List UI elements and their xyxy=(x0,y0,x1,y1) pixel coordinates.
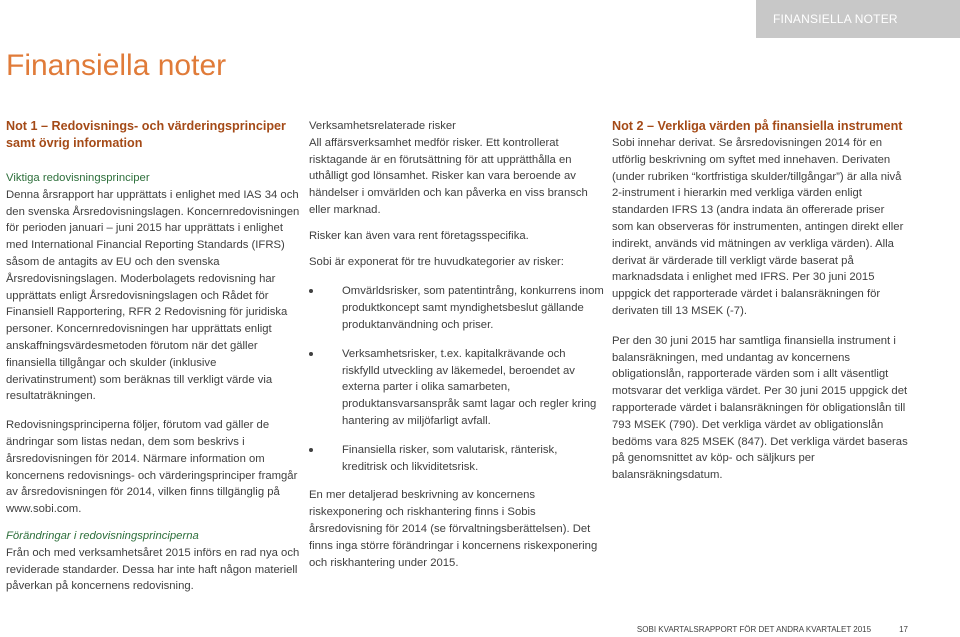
derivatives-paragraph: Sobi innehar derivat. Se årsredovisningen 2014 för en utförlig beskrivning om syftet med innehaven. Derivaten (under rubriken “kortfristiga skulder/tillgångar”) är alla nivå 2-instrument i hierarkin med verkliga värden enligt standarden IFRS 13 (andra indata än offererade priser som kan observeras för instrumenten, antingen direkt eller indirekt, används vid mätningen av verkliga värden). Alla derivat är värderade till verkligt värde baserat på marknadsdata i enlighet med IFRS. Per 30 juni 2015 uppgick det rapporterade värdet i balansräkningen för derivaten till 13 MSEK (-7). xyxy=(612,137,904,317)
company-specific-risks-paragraph: Risker kan även vara rent företagsspecifika. xyxy=(309,229,529,242)
section-tab xyxy=(756,0,960,38)
page-title: Finansiella noter xyxy=(6,49,227,82)
risks-heading: Verksamhetsrelaterade risker xyxy=(309,120,456,132)
column-note-1 xyxy=(6,118,302,595)
changes-paragraph: Från och med verksamhetsåret 2015 införs en rad nya och reviderade standarder. Dessa har inte haft någon materiell påverkan på koncernens redovisning. xyxy=(6,546,300,593)
note-2-heading: Not 2 – Verkliga värden på finansiella instrument xyxy=(612,119,903,133)
page-footer xyxy=(0,622,960,637)
bullet-icon xyxy=(309,352,313,356)
page-number: 17 xyxy=(899,625,908,634)
list-item xyxy=(309,442,604,476)
risk-categories-list xyxy=(309,283,604,475)
list-item xyxy=(309,346,604,430)
risks-intro-paragraph: All affärsverksamhet medför risker. Ett kontrollerat risktagande är en förutsättning för att upprätthålla en uthålligt god lönsamhet. Risker kan vara beroende av händelser i omvärlden och kan påverka en viss bransch eller marknad. xyxy=(309,136,588,216)
risk-categories-intro: Sobi är exponerat för tre huvudkategorier av risker: xyxy=(309,255,564,268)
column-risks xyxy=(309,118,604,571)
section-tab-label: FINANSIELLA NOTER xyxy=(773,12,898,26)
bullet-icon xyxy=(309,289,313,293)
accounting-principles-paragraph: Denna årsrapport har upprättats i enlighet med IAS 34 och den svenska Årsredovisningslagen. Koncernredovisningen för perioden januari – juni 2015 har upprättats i enlighet med International Financial Reporting Standards (IFRS) såsom de antagits av EU och den svenska Årsredovisningslagen. Moderbolagets redovisning har upprättats enligt Årsredovisningslagen och Rådet för Finansiell Rapportering, RFR 2 Redovisning för juridiska personer. Koncernredovisningen har upprättats enligt anskaffningsvärdesmetoden förutom när det gäller finansiella tillgångar och skulder (inklusive derivatinstrument) som beräknas till verkligt värde via resultaträkningen. xyxy=(6,188,300,403)
accounting-principles-subheading: Viktiga redovisningsprinciper xyxy=(6,172,150,184)
footer-report-title: SOBI KVARTALSRAPPORT FÖR DET ANDRA KVARTALET 2015 xyxy=(636,625,872,634)
changes-subheading: Förändringar i redovisningsprinciperna xyxy=(6,529,199,542)
column-note-2 xyxy=(612,118,908,484)
note-1-heading: Not 1 – Redovisnings- och värderingsprinciper samt övrig information xyxy=(6,119,286,150)
list-item-text: Finansiella risker, som valutarisk, ränterisk, kreditrisk och likviditetsrisk. xyxy=(342,443,558,473)
principles-reference-paragraph: Redovisningsprinciperna följer, förutom vad gäller de ändringar som listas nedan, dem som beskrivs i årsredovisningen för 2014. Närmare information om koncernens redovisnings- och värderingsprinciper framgår av årsredovisningen för 2014, vilken finns tillgänglig på www.sobi.com. xyxy=(6,419,298,516)
list-item-text: Verksamhetsrisker, t.ex. kapitalkrävande och riskfylld utveckling av läkemedel, beroendet av externa parter i olika samarbeten, produktansvarsanspråk samt lagar och regler kring hantering av miljöfarligt avfall. xyxy=(342,347,597,427)
fair-values-paragraph: Per den 30 juni 2015 har samtliga finansiella instrument i balansräkningen, med undantag av koncernens obligationslån, rapporterade värden som i allt väsentligt motsvarar det verkliga värdet. Per 30 juni 2015 uppgick det rapporterade värdet i balansräkningen för obligationslån till 793 MSEK (790). Det verkliga värdet av obligationslån bedöms vara 825 MSEK (847). Det verkliga värdet baseras på genomsnittet av köp- och säljkurs per balansräkningsdatum. xyxy=(612,334,908,482)
list-item-text: Omvärldsrisker, som patentintrång, konkurrens inom produktkoncept samt myndighetsbeslut gällande produktanvändning och priser. xyxy=(342,285,604,331)
bullet-icon xyxy=(309,448,313,452)
list-item xyxy=(309,283,604,333)
risk-details-paragraph: En mer detaljerad beskrivning av koncernens riskexponering och riskhantering finns i Sobis årsredovisning för 2014 (se förvaltningsberättelsen). Det finns inga större förändringar i koncernens riskexponering och riskhantering under 2015. xyxy=(309,489,598,569)
